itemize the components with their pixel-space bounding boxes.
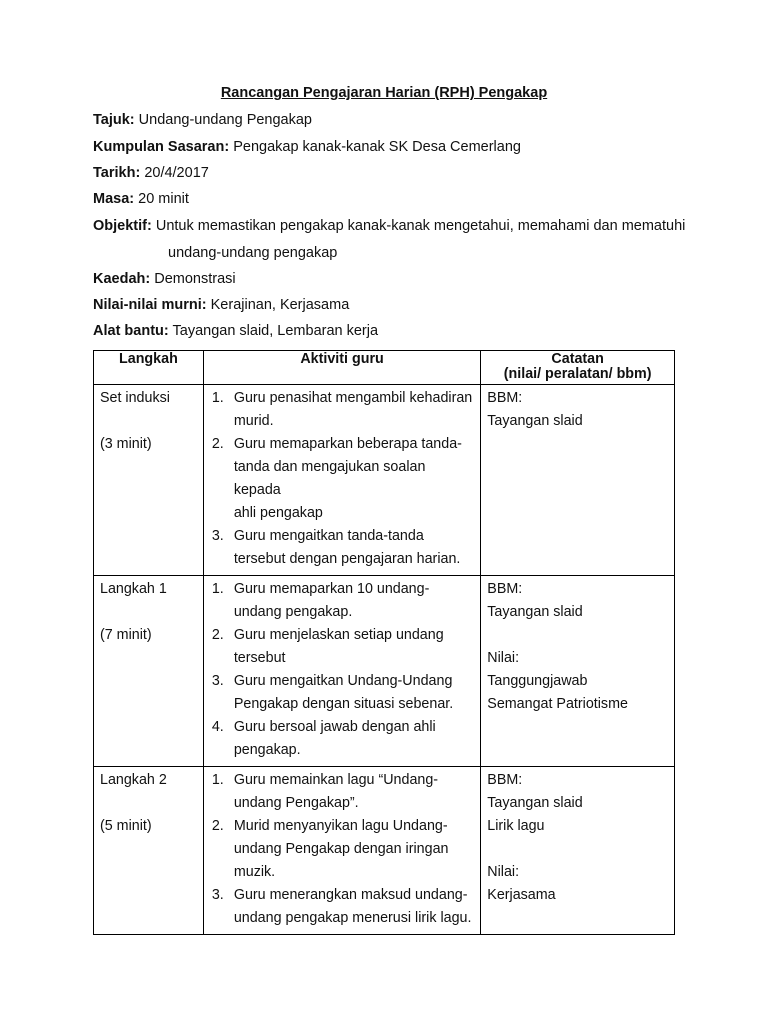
field-label: Kaedah:: [93, 271, 151, 287]
activity-number: 3.: [211, 887, 224, 903]
note-line: Tayangan slaid: [487, 795, 583, 811]
field-value: Tayangan slaid, Lembaran kerja: [172, 323, 379, 339]
field-value: Untuk memastikan pengakap kanak-kanak mengetahui, memahami dan mematuhi: [155, 218, 686, 234]
table-row: [94, 576, 675, 767]
activity-number: 1.: [211, 390, 224, 406]
step-block: [94, 767, 203, 838]
field-nilai-murni: [93, 297, 349, 313]
table-row: [94, 385, 675, 576]
field-value: 20 minit: [138, 191, 189, 207]
note-line: Nilai:: [487, 864, 520, 880]
activity-number: 1.: [211, 581, 224, 597]
step-duration: (5 minit): [100, 818, 152, 834]
activity-line: murid.: [233, 413, 274, 429]
activity-item: [204, 624, 474, 670]
notes-block: [481, 576, 674, 716]
notes-cell: [481, 767, 675, 935]
activity-line: Guru bersoal jawab dengan ahli: [233, 719, 436, 735]
activity-cell: [203, 576, 480, 767]
field-label: Kumpulan Sasaran:: [93, 139, 230, 155]
activity-line: muzik.: [233, 864, 276, 880]
note-line: Lirik lagu: [487, 818, 545, 834]
activity-item: [204, 884, 474, 930]
field-value: 20/4/2017: [144, 165, 209, 181]
table-header-row: [94, 351, 675, 385]
table-row: [94, 767, 675, 935]
activity-item: [204, 815, 474, 884]
field-objektif: [93, 218, 685, 234]
activity-line: Guru menerangkan maksud undang-: [233, 887, 468, 903]
step-block: [94, 576, 203, 647]
notes-cell: [481, 576, 675, 767]
activity-line: ahli pengakap: [233, 505, 323, 521]
note-line: BBM:: [487, 581, 523, 597]
activity-item: [204, 578, 474, 624]
field-tajuk: [93, 112, 312, 128]
note-line: Nilai:: [487, 650, 520, 666]
activity-line: Guru memaparkan beberapa tanda-: [233, 436, 462, 452]
field-label: Nilai-nilai murni:: [93, 297, 207, 313]
activity-number: 2.: [211, 818, 224, 834]
step-cell: [94, 576, 204, 767]
activity-number: 3.: [211, 528, 224, 544]
activity-line: tanda dan mengajukan soalan kepada: [233, 459, 426, 498]
activity-line: undang Pengakap”.: [233, 795, 359, 811]
activity-line: Guru penasihat mengambil kehadiran: [233, 390, 473, 406]
document-title: Rancangan Pengajaran Harian (RPH) Pengakap: [220, 85, 548, 101]
field-alat-bantu: [93, 323, 378, 339]
activity-line: tersebut: [233, 650, 286, 666]
spacer: [100, 410, 203, 433]
note-line: Tayangan slaid: [487, 604, 583, 620]
activity-list: [204, 385, 480, 575]
notes-block: [481, 385, 674, 433]
note-line: BBM:: [487, 390, 523, 406]
activity-line: Pengakap dengan situasi sebenar.: [233, 696, 454, 712]
field-label: Tajuk:: [93, 112, 135, 128]
header-aktiviti-guru: Aktiviti guru: [203, 351, 480, 385]
activity-item: [204, 716, 474, 762]
step-name: Langkah 2: [100, 772, 167, 788]
activity-number: 2.: [211, 627, 224, 643]
activity-item: [204, 433, 474, 525]
step-cell: [94, 385, 204, 576]
field-value: Undang-undang Pengakap: [138, 112, 312, 128]
activity-item: [204, 525, 474, 571]
activity-line: undang pengakap.: [233, 604, 353, 620]
activity-number: 3.: [211, 673, 224, 689]
field-value: Pengakap kanak-kanak SK Desa Cemerlang: [233, 139, 521, 155]
step-duration: (3 minit): [100, 436, 152, 452]
activity-line: pengakap.: [233, 742, 301, 758]
note-line: Kerjasama: [487, 887, 556, 903]
header-catatan: [481, 351, 675, 385]
note-line: Tanggungjawab: [487, 673, 588, 689]
step-name: Set induksi: [100, 390, 170, 406]
activity-cell: [203, 767, 480, 935]
field-label: Masa:: [93, 191, 135, 207]
header-catatan-subtitle: (nilai/ peralatan/ bbm): [503, 366, 652, 382]
note-line: Tayangan slaid: [487, 413, 583, 429]
activity-line: Guru menjelaskan setiap undang: [233, 627, 444, 643]
step-name: Langkah 1: [100, 581, 167, 597]
note-line: BBM:: [487, 772, 523, 788]
field-kaedah: [93, 271, 236, 287]
field-masa: [93, 191, 189, 207]
header-langkah: Langkah: [94, 351, 204, 385]
activity-number: 4.: [211, 719, 224, 735]
field-tarikh: [93, 165, 209, 181]
activity-line: Guru memaparkan 10 undang-: [233, 581, 430, 597]
step-block: [94, 385, 203, 456]
step-duration: (7 minit): [100, 627, 152, 643]
field-value: Demonstrasi: [154, 271, 236, 287]
spacer: [487, 624, 674, 647]
activity-cell: [203, 385, 480, 576]
lesson-plan-table: [93, 350, 675, 935]
spacer: [100, 601, 203, 624]
field-label: Alat bantu:: [93, 323, 169, 339]
header-catatan-title: Catatan: [551, 351, 604, 367]
activity-item: [204, 670, 474, 716]
activity-item: [204, 387, 474, 433]
activity-line: Guru mengaitkan Undang-Undang: [233, 673, 453, 689]
activity-line: undang Pengakap dengan iringan: [233, 841, 449, 857]
field-value: Kerajinan, Kerjasama: [210, 297, 350, 313]
activity-number: 1.: [211, 772, 224, 788]
activity-line: tersebut dengan pengajaran harian.: [233, 551, 461, 567]
activity-number: 2.: [211, 436, 224, 452]
field-kumpulan-sasaran: [93, 139, 521, 155]
activity-list: [204, 576, 480, 766]
step-cell: [94, 767, 204, 935]
note-line: Semangat Patriotisme: [487, 696, 628, 712]
field-objektif-continuation: undang-undang pengakap: [168, 245, 338, 261]
field-label: Objektif:: [93, 218, 152, 234]
activity-item: [204, 769, 474, 815]
field-label: Tarikh:: [93, 165, 141, 181]
activity-line: Guru mengaitkan tanda-tanda: [233, 528, 424, 544]
spacer: [487, 838, 674, 861]
spacer: [100, 792, 203, 815]
notes-cell: [481, 385, 675, 576]
activity-line: undang pengakap menerusi lirik lagu.: [233, 910, 472, 926]
notes-block: [481, 767, 674, 907]
activity-list: [204, 767, 480, 934]
activity-line: Murid menyanyikan lagu Undang-: [233, 818, 448, 834]
activity-line: Guru memainkan lagu “Undang-: [233, 772, 439, 788]
